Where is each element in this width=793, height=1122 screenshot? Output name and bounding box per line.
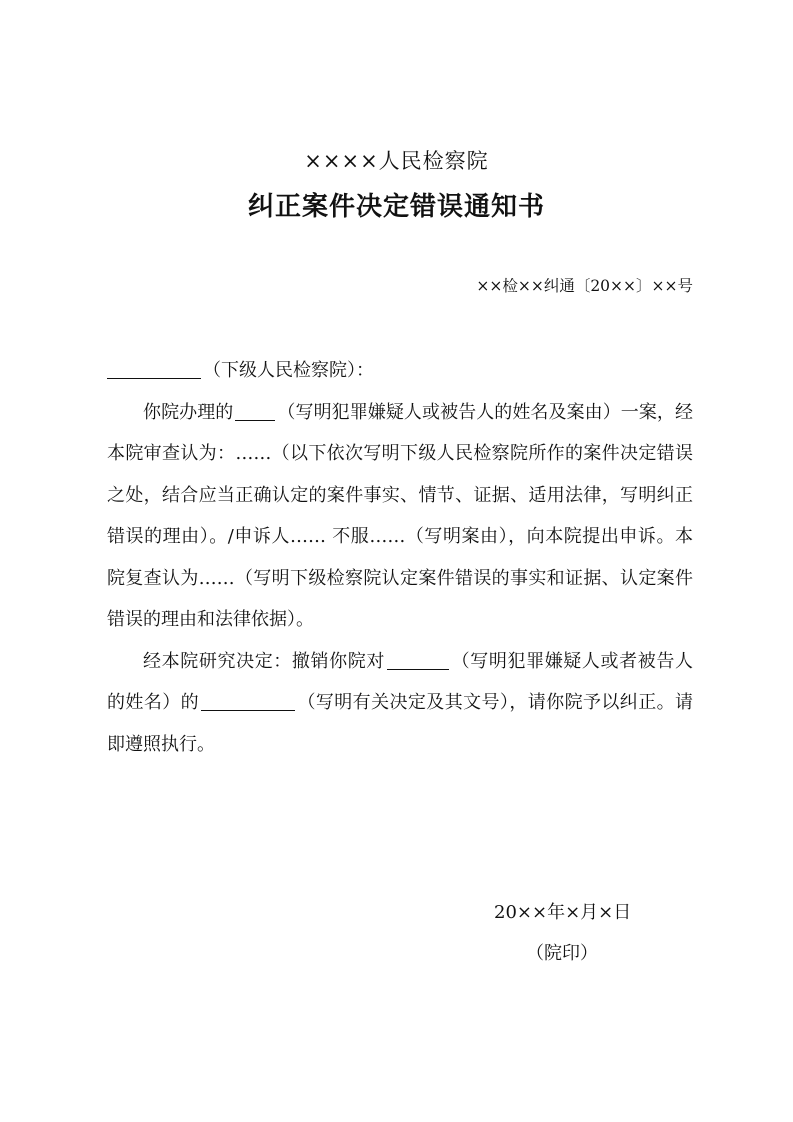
decision-blank bbox=[201, 690, 295, 711]
issue-date: 20××年×月×日 bbox=[494, 902, 632, 923]
addressee-suffix: （下级人民检察院）： bbox=[203, 360, 374, 381]
document-body bbox=[107, 350, 693, 765]
paragraph-findings bbox=[107, 392, 693, 641]
seal-placeholder: （院印） bbox=[526, 943, 598, 964]
suspect-name-blank bbox=[387, 649, 449, 670]
para2-mid: （写明犯罪嫌疑人或者被告人的姓名）的 bbox=[107, 650, 693, 713]
addressee-line bbox=[107, 350, 693, 392]
para1-text: （写明犯罪嫌疑人或被告人的姓名及案由）一案，经本院审查认为：……（以下依次写明下级人民检察院所作的案件决定错误之处，结合应当正确认定的案件事实、情节、证据、适用法律，写明纠正错误的理由）。/申诉人…… 不服……（写明案由），向本院提出申诉。本院复查认为……（写明下级检察院认定案件错误的事实和证据、认定案件错误的理由和法律依据）。 bbox=[107, 401, 693, 630]
document-number: ××检××纠通〔20××〕××号 bbox=[476, 277, 693, 295]
para1-intro: 你院办理的 bbox=[143, 401, 234, 423]
paragraph-decision bbox=[107, 641, 693, 766]
para2-intro: 经本院研究决定：撤销你院对 bbox=[143, 650, 385, 672]
document-title: 纠正案件决定错误通知书 bbox=[247, 192, 545, 222]
agency-name: ××××人民检察院 bbox=[304, 149, 489, 173]
para2-end: （写明有关决定及其文号），请你院予以纠正。请即遵照执行。 bbox=[107, 692, 694, 755]
addressee-blank bbox=[107, 358, 201, 379]
case-name-blank bbox=[235, 400, 275, 421]
